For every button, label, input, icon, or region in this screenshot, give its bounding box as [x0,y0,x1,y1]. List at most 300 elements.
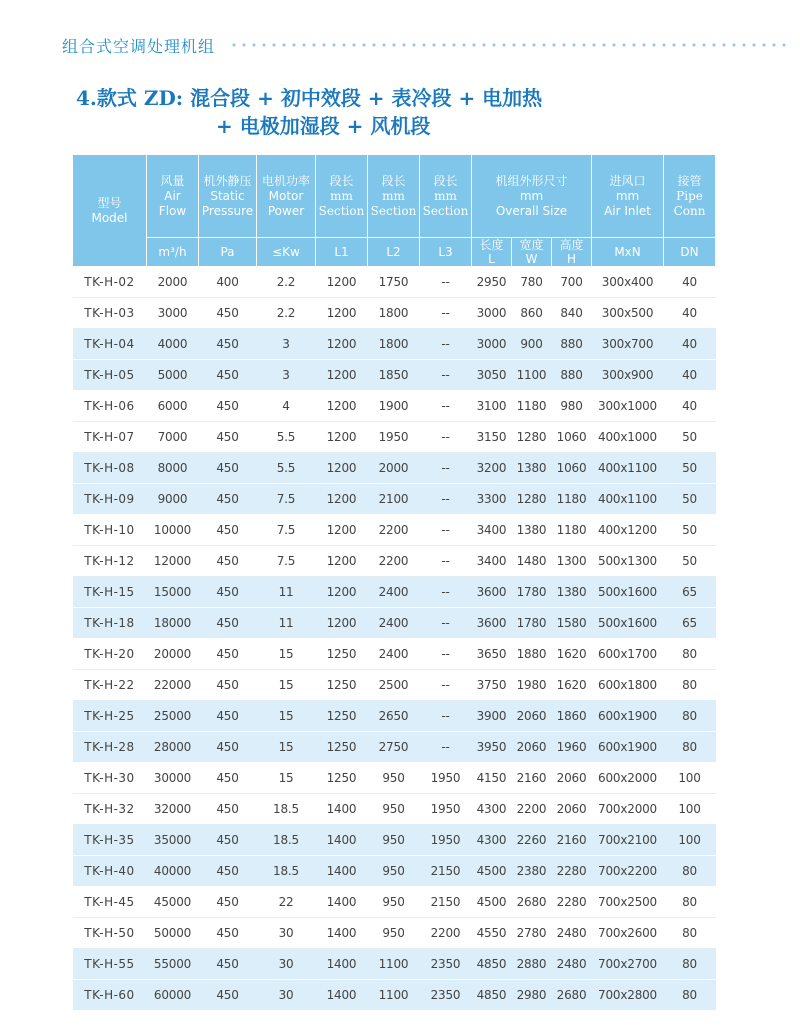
cell-airflow: 28000 [147,732,199,763]
cell-height: 840 [552,298,592,329]
cell-power: 18.5 [257,825,316,856]
cell-airflow: 7000 [147,422,199,453]
unit-airflow: m³/h [147,238,199,267]
cell-l1: 1200 [316,453,368,484]
cell-length: 4850 [472,949,512,980]
cell-model: TK-H-08 [73,453,147,484]
cell-length: 4150 [472,763,512,794]
cell-pressure: 450 [199,391,257,422]
cell-model: TK-H-28 [73,732,147,763]
cell-pressure: 450 [199,825,257,856]
col-pipe-conn: 接管 Pipe Conn [664,155,716,238]
cell-model: TK-H-60 [73,980,147,1011]
cell-height: 1580 [552,608,592,639]
cell-width: 780 [512,267,552,298]
cell-l2: 2650 [368,701,420,732]
cell-pipe-conn: 100 [664,763,716,794]
cell-width: 2260 [512,825,552,856]
cell-l2: 2000 [368,453,420,484]
cell-power: 11 [257,577,316,608]
cell-l3: 2150 [420,856,472,887]
cell-width: 1280 [512,422,552,453]
cell-width: 2060 [512,732,552,763]
cell-pipe-conn: 100 [664,825,716,856]
cell-height: 1180 [552,515,592,546]
cell-height: 1860 [552,701,592,732]
col-overall-size: 机组外形尺寸 mm Overall Size [472,155,592,238]
cell-pressure: 450 [199,608,257,639]
cell-pipe-conn: 40 [664,360,716,391]
cell-pressure: 450 [199,856,257,887]
table-row [73,856,716,887]
cell-model: TK-H-10 [73,515,147,546]
cell-pipe-conn: 80 [664,918,716,949]
cell-l2: 1800 [368,329,420,360]
cell-pipe-conn: 80 [664,856,716,887]
unit-pressure: Pa [199,238,257,267]
cell-power: 18.5 [257,856,316,887]
cell-width: 1280 [512,484,552,515]
table-row [73,329,716,360]
unit-pipe-conn: DN [664,238,716,267]
cell-l1: 1200 [316,484,368,515]
col-airflow: 风量 Air Flow [147,155,199,238]
cell-pipe-conn: 40 [664,391,716,422]
cell-power: 5.5 [257,422,316,453]
cell-width: 1380 [512,453,552,484]
cell-l2: 950 [368,918,420,949]
cell-air-inlet: 300x700 [592,329,664,360]
cell-pressure: 450 [199,949,257,980]
cell-power: 7.5 [257,515,316,546]
cell-height: 880 [552,329,592,360]
cell-length: 3300 [472,484,512,515]
cell-model: TK-H-07 [73,422,147,453]
cell-model: TK-H-06 [73,391,147,422]
cell-l2: 1850 [368,360,420,391]
table-row [73,267,716,298]
cell-pressure: 400 [199,267,257,298]
cell-l1: 1400 [316,980,368,1011]
cell-model: TK-H-25 [73,701,147,732]
cell-length: 3200 [472,453,512,484]
cell-width: 2980 [512,980,552,1011]
cell-airflow: 8000 [147,453,199,484]
cell-length: 3000 [472,298,512,329]
cell-l1: 1200 [316,422,368,453]
spec-table [72,154,716,1011]
unit-l1: L1 [316,238,368,267]
cell-pipe-conn: 40 [664,329,716,360]
cell-airflow: 20000 [147,639,199,670]
cell-air-inlet: 500x1300 [592,546,664,577]
cell-height: 2480 [552,918,592,949]
cell-width: 2780 [512,918,552,949]
cell-air-inlet: 400x1000 [592,422,664,453]
table-row [73,918,716,949]
cell-l1: 1400 [316,794,368,825]
unit-l3: L3 [420,238,472,267]
cell-air-inlet: 400x1100 [592,484,664,515]
cell-air-inlet: 400x1200 [592,515,664,546]
cell-height: 1620 [552,670,592,701]
cell-l3: 2200 [420,918,472,949]
cell-l2: 1100 [368,980,420,1011]
cell-airflow: 6000 [147,391,199,422]
cell-power: 3 [257,360,316,391]
cell-l3: -- [420,732,472,763]
cell-pressure: 450 [199,732,257,763]
cell-l2: 1900 [368,391,420,422]
cell-power: 7.5 [257,546,316,577]
cell-l1: 1200 [316,360,368,391]
cell-l2: 2400 [368,608,420,639]
cell-l1: 1250 [316,639,368,670]
cell-pressure: 450 [199,298,257,329]
cell-model: TK-H-05 [73,360,147,391]
cell-model: TK-H-22 [73,670,147,701]
cell-power: 30 [257,980,316,1011]
cell-model: TK-H-45 [73,887,147,918]
col-power: 电机功率 Motor Power [257,155,316,238]
cell-pressure: 450 [199,980,257,1011]
title-line-1: 4.款式 ZD: 混合段 + 初中效段 + 表冷段 + 电加热 [76,86,543,110]
cell-model: TK-H-20 [73,639,147,670]
table-row [73,639,716,670]
cell-height: 980 [552,391,592,422]
cell-l2: 2500 [368,670,420,701]
cell-pipe-conn: 80 [664,732,716,763]
cell-air-inlet: 300x900 [592,360,664,391]
cell-power: 5.5 [257,453,316,484]
cell-height: 2160 [552,825,592,856]
cell-height: 1300 [552,546,592,577]
cell-width: 2060 [512,701,552,732]
cell-power: 30 [257,918,316,949]
cell-air-inlet: 700x2600 [592,918,664,949]
cell-l1: 1200 [316,267,368,298]
cell-model: TK-H-04 [73,329,147,360]
cell-l2: 1750 [368,267,420,298]
cell-airflow: 2000 [147,267,199,298]
cell-model: TK-H-09 [73,484,147,515]
cell-air-inlet: 700x2100 [592,825,664,856]
cell-l3: -- [420,670,472,701]
cell-length: 3900 [472,701,512,732]
cell-air-inlet: 300x400 [592,267,664,298]
table-row [73,763,716,794]
cell-length: 4550 [472,918,512,949]
cell-l2: 2200 [368,546,420,577]
cell-power: 4 [257,391,316,422]
cell-height: 1060 [552,453,592,484]
cell-height: 1380 [552,577,592,608]
cell-airflow: 45000 [147,887,199,918]
table-row [73,794,716,825]
cell-height: 2280 [552,887,592,918]
page-title [76,84,542,140]
cell-pressure: 450 [199,577,257,608]
cell-airflow: 55000 [147,949,199,980]
cell-length: 4300 [472,794,512,825]
cell-pressure: 450 [199,887,257,918]
cell-pressure: 450 [199,515,257,546]
cell-l2: 1950 [368,422,420,453]
cell-airflow: 15000 [147,577,199,608]
cell-pipe-conn: 50 [664,422,716,453]
cell-l3: -- [420,360,472,391]
cell-model: TK-H-18 [73,608,147,639]
cell-l1: 1200 [316,608,368,639]
col-model: 型号 Model [73,155,147,267]
cell-air-inlet: 300x1000 [592,391,664,422]
cell-power: 18.5 [257,794,316,825]
cell-length: 3750 [472,670,512,701]
cell-height: 2060 [552,794,592,825]
cell-height: 700 [552,267,592,298]
cell-length: 3050 [472,360,512,391]
cell-l3: 2350 [420,980,472,1011]
table-row [73,546,716,577]
cell-power: 15 [257,701,316,732]
cell-power: 3 [257,329,316,360]
cell-length: 3600 [472,608,512,639]
table-row [73,515,716,546]
cell-l1: 1200 [316,546,368,577]
cell-length: 3600 [472,577,512,608]
table-row [73,701,716,732]
cell-width: 2880 [512,949,552,980]
cell-l3: -- [420,515,472,546]
cell-airflow: 40000 [147,856,199,887]
cell-model: TK-H-40 [73,856,147,887]
section-header [62,33,792,57]
cell-model: TK-H-02 [73,267,147,298]
cell-l1: 1250 [316,763,368,794]
cell-air-inlet: 500x1600 [592,577,664,608]
cell-air-inlet: 300x500 [592,298,664,329]
cell-pipe-conn: 80 [664,949,716,980]
cell-pipe-conn: 65 [664,577,716,608]
cell-airflow: 22000 [147,670,199,701]
table-body [73,267,716,1011]
cell-width: 1180 [512,391,552,422]
col-l3: 段长 mm Section [420,155,472,238]
cell-width: 2380 [512,856,552,887]
cell-width: 900 [512,329,552,360]
unit-l2: L2 [368,238,420,267]
cell-pipe-conn: 80 [664,887,716,918]
sub-length: 长度 L [472,238,512,267]
cell-l2: 2400 [368,639,420,670]
cell-airflow: 18000 [147,608,199,639]
cell-l3: -- [420,267,472,298]
cell-height: 2060 [552,763,592,794]
cell-height: 1060 [552,422,592,453]
cell-pressure: 450 [199,484,257,515]
cell-height: 1180 [552,484,592,515]
cell-l2: 2200 [368,515,420,546]
cell-l3: -- [420,639,472,670]
cell-length: 4300 [472,825,512,856]
cell-l3: -- [420,701,472,732]
cell-length: 4850 [472,980,512,1011]
cell-l3: 1950 [420,825,472,856]
sub-height: 高度 H [552,238,592,267]
unit-air-inlet: MxN [592,238,664,267]
cell-pressure: 450 [199,329,257,360]
cell-l3: -- [420,577,472,608]
cell-pressure: 450 [199,763,257,794]
cell-l1: 1400 [316,949,368,980]
table-row [73,577,716,608]
cell-width: 2200 [512,794,552,825]
cell-pipe-conn: 65 [664,608,716,639]
cell-power: 15 [257,732,316,763]
cell-length: 3400 [472,546,512,577]
cell-height: 1960 [552,732,592,763]
table-row [73,484,716,515]
table-row [73,360,716,391]
cell-pipe-conn: 50 [664,484,716,515]
cell-pressure: 450 [199,639,257,670]
table-row [73,391,716,422]
cell-l1: 1250 [316,732,368,763]
table-row [73,422,716,453]
cell-l3: 2150 [420,887,472,918]
cell-pipe-conn: 80 [664,639,716,670]
table-row [73,949,716,980]
cell-l2: 950 [368,825,420,856]
cell-height: 1620 [552,639,592,670]
cell-airflow: 9000 [147,484,199,515]
cell-pressure: 450 [199,918,257,949]
cell-model: TK-H-55 [73,949,147,980]
cell-l2: 950 [368,794,420,825]
cell-width: 1100 [512,360,552,391]
cell-l2: 950 [368,763,420,794]
cell-length: 3400 [472,515,512,546]
title-line-2: + 电极加湿段 + 风机段 [216,114,431,138]
cell-l3: -- [420,298,472,329]
cell-l3: 1950 [420,763,472,794]
cell-air-inlet: 700x2500 [592,887,664,918]
table-row [73,887,716,918]
cell-l2: 2750 [368,732,420,763]
cell-airflow: 35000 [147,825,199,856]
cell-airflow: 12000 [147,546,199,577]
cell-airflow: 5000 [147,360,199,391]
cell-air-inlet: 600x1800 [592,670,664,701]
cell-power: 15 [257,670,316,701]
cell-l3: -- [420,546,472,577]
cell-width: 860 [512,298,552,329]
cell-airflow: 32000 [147,794,199,825]
cell-width: 1880 [512,639,552,670]
col-l2: 段长 mm Section [368,155,420,238]
cell-height: 880 [552,360,592,391]
cell-air-inlet: 600x1900 [592,701,664,732]
cell-l3: 2350 [420,949,472,980]
table-row [73,980,716,1011]
cell-pipe-conn: 40 [664,298,716,329]
cell-l1: 1400 [316,887,368,918]
cell-power: 2.2 [257,298,316,329]
cell-l1: 1400 [316,856,368,887]
cell-pressure: 450 [199,360,257,391]
cell-width: 1380 [512,515,552,546]
cell-l2: 950 [368,856,420,887]
cell-pipe-conn: 80 [664,670,716,701]
cell-air-inlet: 400x1100 [592,453,664,484]
cell-pipe-conn: 50 [664,453,716,484]
cell-pipe-conn: 80 [664,980,716,1011]
unit-power: ≤Kw [257,238,316,267]
col-l1: 段长 mm Section [316,155,368,238]
cell-l2: 1100 [368,949,420,980]
cell-pipe-conn: 50 [664,546,716,577]
cell-height: 2280 [552,856,592,887]
cell-width: 1780 [512,608,552,639]
cell-length: 2950 [472,267,512,298]
cell-width: 1480 [512,546,552,577]
spec-table-wrap [72,154,715,1011]
cell-l3: -- [420,608,472,639]
cell-length: 3100 [472,391,512,422]
cell-model: TK-H-12 [73,546,147,577]
cell-power: 15 [257,639,316,670]
cell-l3: -- [420,329,472,360]
cell-l1: 1200 [316,391,368,422]
cell-airflow: 4000 [147,329,199,360]
cell-pressure: 450 [199,546,257,577]
table-header [73,155,716,267]
table-row [73,453,716,484]
cell-air-inlet: 600x1900 [592,732,664,763]
cell-pressure: 450 [199,453,257,484]
cell-pipe-conn: 80 [664,701,716,732]
cell-height: 2480 [552,949,592,980]
cell-model: TK-H-50 [73,918,147,949]
cell-length: 3650 [472,639,512,670]
cell-l3: -- [420,484,472,515]
cell-l3: -- [420,453,472,484]
cell-l2: 950 [368,887,420,918]
section-label: 组合式空调处理机组 [62,36,216,56]
cell-airflow: 25000 [147,701,199,732]
cell-model: TK-H-35 [73,825,147,856]
cell-l1: 1400 [316,918,368,949]
cell-width: 2160 [512,763,552,794]
cell-length: 4500 [472,887,512,918]
cell-power: 22 [257,887,316,918]
cell-l3: -- [420,391,472,422]
cell-pressure: 450 [199,701,257,732]
cell-height: 2680 [552,980,592,1011]
cell-l1: 1200 [316,298,368,329]
col-air-inlet: 进风口 mm Air Inlet [592,155,664,238]
cell-airflow: 30000 [147,763,199,794]
cell-l1: 1200 [316,329,368,360]
table-row [73,732,716,763]
cell-airflow: 50000 [147,918,199,949]
sub-width: 宽度 W [512,238,552,267]
cell-length: 4500 [472,856,512,887]
cell-l1: 1200 [316,515,368,546]
table-row [73,670,716,701]
cell-air-inlet: 700x2700 [592,949,664,980]
cell-width: 1780 [512,577,552,608]
